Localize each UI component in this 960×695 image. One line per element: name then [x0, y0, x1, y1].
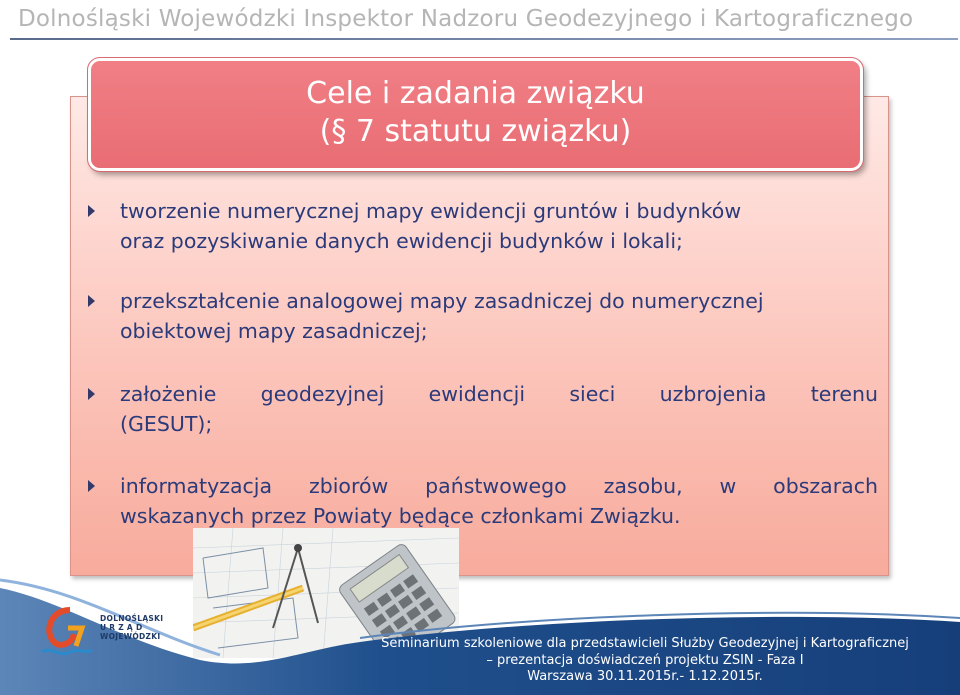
bullet-text-line: przekształcenie analogowej mapy zasadniczej do numerycznej: [120, 289, 764, 313]
list-item: [88, 471, 878, 531]
header-title: Dolnośląski Wojewódzki Inspektor Nadzoru Geodezyjnego i Kartograficznego: [18, 6, 914, 32]
logo-line: WOJEWÓDZKI: [100, 632, 161, 641]
footer-line: – prezentacja doświadczeń projektu ZSIN - Faza I: [486, 652, 804, 668]
bullet-arrow-icon: [88, 205, 95, 217]
slide-title: [88, 58, 863, 171]
footer-line: Seminarium szkoleniowe dla przedstawicieli Służby Geodezyjnej i Kartograficznej: [381, 636, 909, 651]
bullet-text-line: (GESUT);: [120, 412, 213, 436]
logo-line: U R Z Ą D: [100, 623, 143, 632]
bullet-text-line: oraz pozyskiwanie danych ewidencji budynków i lokali;: [120, 229, 683, 253]
logo-text: [100, 614, 180, 641]
slide-title-line-1: Cele i zadania związku: [306, 76, 645, 111]
logo-line: DOLNOŚLĄSKI: [100, 614, 164, 623]
footer-line: Warszawa 30.11.2015r.- 1.12.2015r.: [527, 669, 763, 684]
bullet-text-line: wskazanych przez Powiaty będące członkami Związku.: [120, 504, 681, 528]
list-item: [88, 379, 878, 439]
slide-title-line-2: (§ 7 statutu związku): [319, 114, 632, 149]
list-item: [88, 286, 878, 346]
bullet-arrow-icon: [88, 480, 95, 492]
bullet-arrow-icon: [88, 295, 95, 307]
bullet-arrow-icon: [88, 388, 95, 400]
list-item: [88, 196, 878, 256]
bullet-text-line: informatyzacja zbiorów państwowego zasobu, w obszarach: [120, 474, 878, 498]
footer-caption: [340, 636, 950, 686]
logo-emblem-icon: [30, 598, 100, 668]
bullet-text-line: tworzenie numerycznej mapy ewidencji gruntów i budynków: [120, 199, 742, 223]
bullet-text-line: założenie geodezyjnej ewidencji sieci uzbrojenia terenu: [120, 382, 878, 406]
header-divider: [10, 38, 958, 40]
logo: [30, 598, 190, 668]
bullet-text-line: obiektowej mapy zasadniczej;: [120, 319, 428, 343]
